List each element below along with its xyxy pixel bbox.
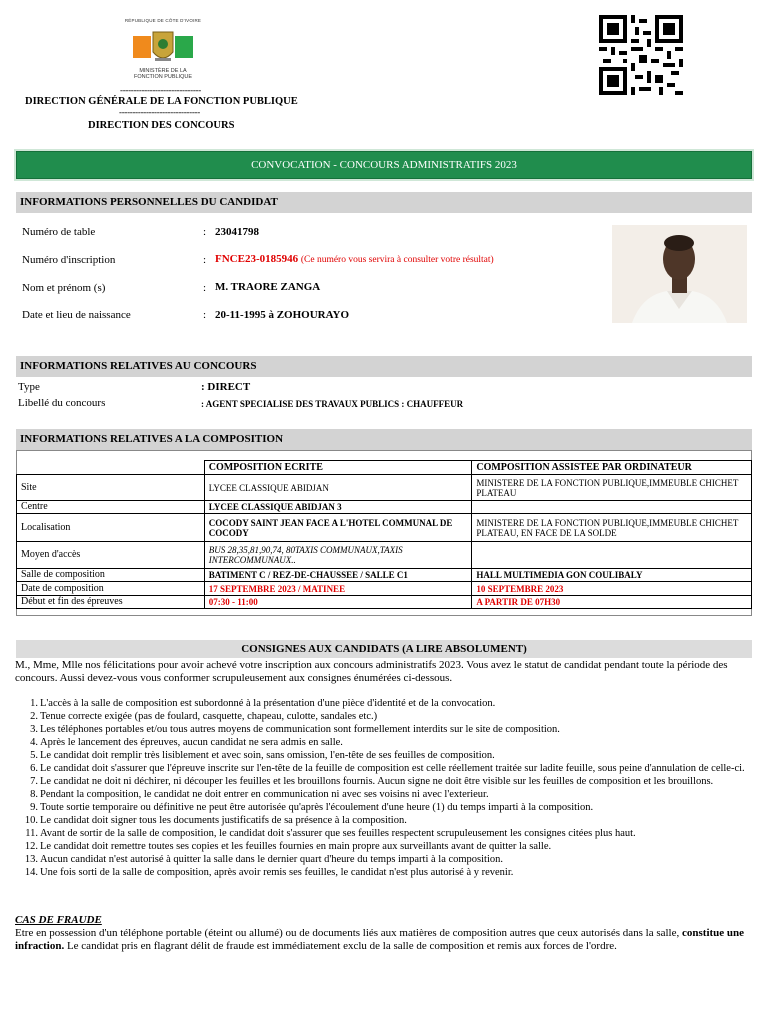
list-item: 10. Le candidat doit signer tous les documents justificatifs de sa présence à la composition. [24, 815, 407, 826]
row-label: Moyen d'accès [17, 542, 205, 569]
table-header-row [17, 461, 752, 475]
written-cell: COCODY SAINT JEAN FACE A L'HOTEL COMMUNAL DE COCODY [204, 514, 472, 542]
colon: : [203, 226, 207, 238]
direction-generale: DIRECTION GÉNÉRALE DE LA FONCTION PUBLIQUE [25, 96, 298, 107]
divider-dashes: ------------------------------ [119, 107, 200, 117]
inscription-note: (Ce numéro vous servira à consulter votre résultat) [300, 255, 494, 265]
inscription-number-label: Numéro d'inscription [22, 254, 116, 266]
table-row [17, 501, 752, 514]
computer-cell [472, 501, 752, 514]
row-label: Début et fin des épreuves [17, 596, 205, 609]
computer-cell: MINISTERE DE LA FONCTION PUBLIQUE,IMMEUBLE CHICHET PLATEAU [472, 475, 752, 501]
row-label: Centre [17, 501, 205, 514]
table-row [17, 542, 752, 569]
candidate-photo [612, 225, 747, 323]
table-number-value: 23041798 [215, 226, 259, 238]
rule-text: Après le lancement des épreuves, aucun candidat ne sera admis en salle. [40, 737, 343, 748]
written-cell: 17 SEPTEMBRE 2023 / MATINEE [204, 582, 472, 596]
computer-cell [472, 542, 752, 569]
rule-text: Aucun candidat n'est autorisé à quitter la salle dans le dernier quart d'heure du temps imparti à la composition. [40, 854, 504, 865]
rule-text: L'accès à la salle de composition est subordonné à la présentation d'une pièce d'identité et de la convocation. [40, 698, 496, 709]
computer-cell: A PARTIR DE 07H30 [472, 596, 752, 609]
inscription-number-row [215, 253, 494, 265]
ministry-crest-block [110, 18, 216, 80]
col-computer-header: COMPOSITION ASSISTEE PAR ORDINATEUR [472, 461, 752, 475]
ministry-line-1: MINISTÈRE DE LA [139, 68, 187, 74]
birth-label: Date et lieu de naissance [22, 309, 131, 321]
coat-of-arms-icon [131, 26, 195, 66]
section-concours-info: INFORMATIONS RELATIVES AU CONCOURS [16, 356, 752, 377]
rule-text: Le candidat ne doit ni déchirer, ni découper les feuilles et les brouillons fournis. Aucun signe ne doit être visible sur les feuilles de composition et les brouillons. [40, 776, 714, 787]
inscription-number-value: FNCE23-0185946 [215, 253, 299, 265]
list-item: 9. Toute sortie temporaire ou définitive ne peut être autorisée qu'après l'écoulement d'une heure (1) du temps imparti à la composition. [30, 802, 594, 813]
composition-table [16, 460, 752, 609]
rule-text: Le candidat doit signer tous les documents justificatifs de sa présence à la composition. [40, 815, 407, 826]
col-written-header: COMPOSITION ECRITE [204, 461, 472, 475]
list-item: 5. Le candidat doit remplir très lisiblement et avec soin, sans omission, l'en-tête de ses feuilles de composition. [30, 750, 495, 761]
table-number-label: Numéro de table [22, 226, 96, 238]
rule-text: Tenue correcte exigée (pas de foulard, casquette, chapeau, culotte, sandales etc.) [40, 711, 378, 722]
rule-text: Une fois sorti de la salle de composition, après avoir remis ses feuilles, le candidat n'est plus autorisé à y revenir. [40, 867, 514, 878]
written-cell: BUS 28,35,81,90,74, 80TAXIS COMMUNAUX,TAXIS INTERCOMMUNAUX.. [204, 542, 472, 569]
list-item: 3. Les téléphones portables et/ou tous autres moyens de communication sont formellement interdits sur le site de composition. [30, 724, 560, 735]
rule-text: Pendant la composition, le candidat ne doit entrer en communication ni avec ses voisins ni avec l'exterieur. [40, 789, 489, 800]
row-label: Salle de composition [17, 569, 205, 582]
list-item: 14. Une fois sorti de la salle de composition, après avoir remis ses feuilles, le candidat n'est plus autorisé à y revenir. [24, 867, 514, 878]
written-cell: BATIMENT C / REZ-DE-CHAUSSEE / SALLE C1 [204, 569, 472, 582]
row-label: Date de composition [17, 582, 205, 596]
computer-cell: HALL MULTIMEDIA GON COULIBALY [472, 569, 752, 582]
direction-concours: DIRECTION DES CONCOURS [88, 120, 235, 131]
table-row [17, 596, 752, 609]
table-row [17, 514, 752, 542]
written-cell: 07:30 - 11:00 [204, 596, 472, 609]
birth-value: 20-11-1995 à ZOHOURAYO [215, 309, 350, 321]
concours-title-label: Libellé du concours [18, 397, 106, 409]
type-label: Type [18, 381, 40, 393]
row-label: Site [17, 475, 205, 501]
colon: : [203, 282, 207, 294]
written-cell: LYCEE CLASSIQUE ABIDJAN 3 [204, 501, 472, 514]
instructions-heading: CONSIGNES AUX CANDIDATS (A LIRE ABSOLUMENT) [16, 640, 752, 658]
qr-code-icon [599, 15, 683, 95]
table-row [17, 569, 752, 582]
rule-text: Le candidat doit remplir très lisiblement et avec soin, sans omission, l'en-tête de ses feuilles de composition. [40, 750, 495, 761]
fraud-text [15, 927, 757, 953]
list-item: 1. L'accès à la salle de composition est subordonné à la présentation d'une pièce d'identité et de la convocation. [30, 698, 496, 709]
rule-text: Le candidat doit remettre toutes ses copies et les feuilles fournies en main propre aux surveillants avant de quitter la salle. [40, 841, 552, 852]
name-value: M. TRAORE ZANGA [215, 281, 321, 293]
rules-list [24, 697, 752, 879]
concours-title-value: : AGENT SPECIALISE DES TRAVAUX PUBLICS : CHAUFFEUR [201, 399, 464, 409]
computer-cell: 10 SEPTEMBRE 2023 [472, 582, 752, 596]
fraud-text-end: Le candidat pris en flagrant délit de fraude est immédiatement exclu de la salle de composition et remis aux forces de l'ordre. [64, 940, 617, 952]
republic-label: RÉPUBLIQUE DE CÔTE D'IVOIRE [124, 18, 202, 23]
divider-dashes: ------------------------------ [120, 85, 201, 95]
computer-cell: MINISTERE DE LA FONCTION PUBLIQUE,IMMEUBLE CHICHET PLATEAU, EN FACE DE LA SOLDE [472, 514, 752, 542]
list-item: 6. Le candidat doit s'assurer que l'épreuve inscrite sur l'en-tête de la feuille de composition est celle réellement traitée sur ladite feuille, sous peine d'annulation de celle-ci. [30, 763, 745, 774]
fraud-text-bold: constitue une infraction. [15, 927, 745, 952]
section-personal-info: INFORMATIONS PERSONNELLES DU CANDIDAT [16, 192, 752, 213]
name-label: Nom et prénom (s) [22, 282, 106, 294]
list-item: 11. Avant de sortir de la salle de composition, le candidat doit s'assurer que ses feuilles respectent scrupuleusement les consignes citées plus haut. [25, 828, 636, 839]
list-item: 2. Tenue correcte exigée (pas de foulard, casquette, chapeau, culotte, sandales etc.) [30, 711, 378, 722]
instructions-intro: M., Mme, Mlle nos félicitations pour avoir achevé votre inscription aux concours administratifs 2023. Vous avez le statut de candidat pendant toute la période des concours. Aussi devez-vous vous conformer scrupuleusement aux consignes énumérées ci-dessous. [15, 659, 728, 684]
type-value: : DIRECT [201, 381, 251, 393]
written-cell: LYCEE CLASSIQUE ABIDJAN [204, 475, 472, 501]
rule-text: Les téléphones portables et/ou tous autres moyens de communication sont formellement interdits sur le site de composition. [40, 724, 560, 735]
convocation-banner: CONVOCATION - CONCOURS ADMINISTRATIFS 2023 [16, 151, 752, 179]
table-row [17, 475, 752, 501]
list-item: 12. Le candidat doit remettre toutes ses copies et les feuilles fournies en main propre aux surveillants avant de quitter la salle. [24, 841, 552, 852]
list-item: 4. Après le lancement des épreuves, aucun candidat ne sera admis en salle. [30, 737, 343, 748]
rule-text: Le candidat doit s'assurer que l'épreuve inscrite sur l'en-tête de la feuille de composition est celle réellement traitée sur ladite feuille, sous peine d'annulation de celle-ci. [40, 763, 745, 774]
fraud-title: CAS DE FRAUDE [15, 914, 102, 926]
list-item: 8. Pendant la composition, le candidat ne doit entrer en communication ni avec ses voisins ni avec l'exterieur. [30, 789, 489, 800]
fraud-text-start: Etre en possession d'un téléphone portable (éteint ou allumé) ou de documents liés aux matières de composition autres que ceux autorisés dans la salle, [15, 927, 680, 939]
row-label: Localisation [17, 514, 205, 542]
colon: : [203, 254, 207, 266]
rule-text: Avant de sortir de la salle de composition, le candidat doit s'assurer que ses feuilles respectent scrupuleusement les consignes citées plus haut. [40, 828, 636, 839]
section-composition-info: INFORMATIONS RELATIVES A LA COMPOSITION [16, 429, 752, 450]
rule-text: Toute sortie temporaire ou définitive ne peut être autorisée qu'après l'écoulement d'une heure (1) du temps imparti à la composition. [40, 802, 594, 813]
table-row [17, 582, 752, 596]
colon: : [203, 309, 207, 321]
list-item: 7. Le candidat ne doit ni déchirer, ni découper les feuilles et les brouillons fournis. Aucun signe ne doit être visible sur les feuilles de composition et les brouillons. [30, 776, 714, 787]
ministry-line-2: FONCTION PUBLIQUE [133, 74, 193, 80]
list-item: 13. Aucun candidat n'est autorisé à quitter la salle dans le dernier quart d'heure du temps imparti à la composition. [24, 854, 504, 865]
